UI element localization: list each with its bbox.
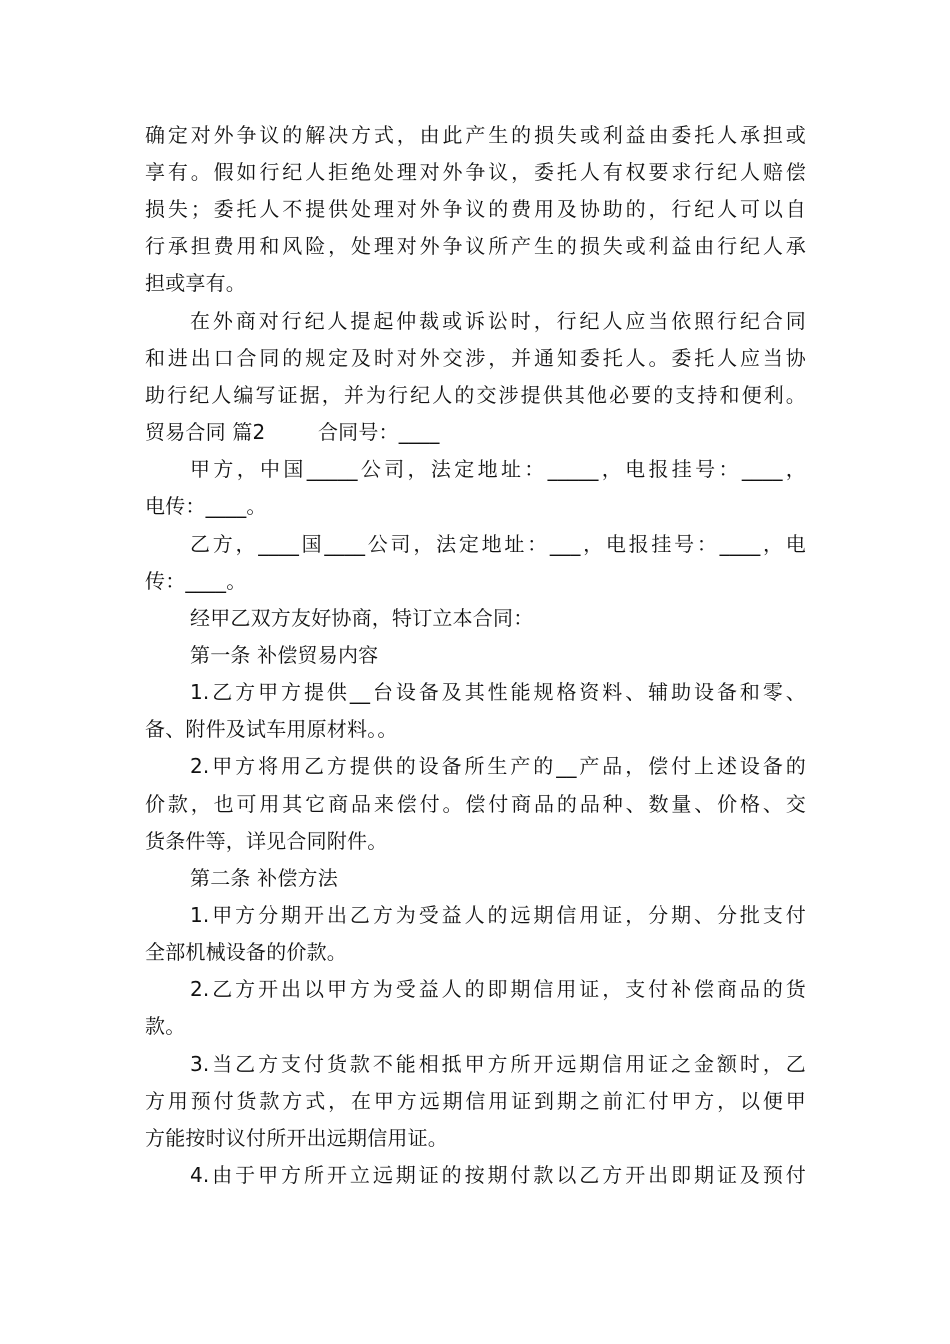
section-heading: 贸易合同 篇2 合同号：____ (145, 420, 440, 444)
text-line: 方用预付货款方式，在甲方远期信用证到期之前汇付甲方，以便甲 (145, 1089, 806, 1113)
text-line: 传：____。 (145, 569, 247, 593)
text-line: 1.乙方甲方提供__台设备及其性能规格资料、辅助设备和零、 (190, 680, 806, 704)
text-line: 货条件等，详见合同附件。 (145, 829, 388, 853)
text-line: 享有。假如行纪人拒绝处理对外争议，委托人有权要求行纪人赔偿 (145, 160, 806, 184)
text-line: 损失；委托人不提供处理对外争议的费用及协助的，行纪人可以自 (145, 197, 806, 221)
text-line: 2.乙方开出以甲方为受益人的即期信用证，支付补偿商品的货 (190, 977, 806, 1001)
text-line: 方能按时议付所开出远期信用证。 (145, 1126, 448, 1150)
text-line: 甲方，中国_____公司，法定地址：_____，电报挂号：____， (190, 457, 806, 481)
article-heading: 第一条 补偿贸易内容 (190, 643, 379, 667)
text-line: 价款，也可用其它商品来偿付。偿付商品的品种、数量、价格、交 (145, 792, 806, 816)
article-heading: 第二条 补偿方法 (190, 866, 338, 890)
text-line: 4.由于甲方所开立远期证的按期付款以乙方开出即期证及预付 (190, 1163, 806, 1187)
text-line: 行承担费用和风险，处理对外争议所产生的损失或利益由行纪人承 (145, 234, 806, 258)
text-line: 乙方，____国____公司，法定地址：___，电报挂号：____，电 (190, 532, 806, 556)
text-line: 在外商对行纪人提起仲裁或诉讼时，行纪人应当依照行纪合同 (190, 309, 806, 333)
text-line: 担或享有。 (145, 271, 246, 295)
text-line: 3.当乙方支付货款不能相抵甲方所开远期信用证之金额时，乙 (190, 1052, 806, 1076)
text-line: 款。 (145, 1014, 186, 1038)
text-line: 助行纪人编写证据，并为行纪人的交涉提供其他必要的支持和便利。 (145, 383, 806, 407)
text-line: 电传：____。 (145, 494, 267, 518)
text-line: 和进出口合同的规定及时对外交涉，并通知委托人。委托人应当协 (145, 346, 806, 370)
text-line: 2.甲方将用乙方提供的设备所生产的__产品，偿付上述设备的 (190, 754, 806, 778)
text-line: 经甲乙双方友好协商，特订立本合同： (190, 606, 534, 630)
text-line: 确定对外争议的解决方式，由此产生的损失或利益由委托人承担或 (145, 123, 806, 147)
text-line: 备、附件及试车用原材料。。 (145, 717, 398, 741)
text-line: 1.甲方分期开出乙方为受益人的远期信用证，分期、分批支付 (190, 903, 806, 927)
text-line: 全部机械设备的价款。 (145, 940, 347, 964)
